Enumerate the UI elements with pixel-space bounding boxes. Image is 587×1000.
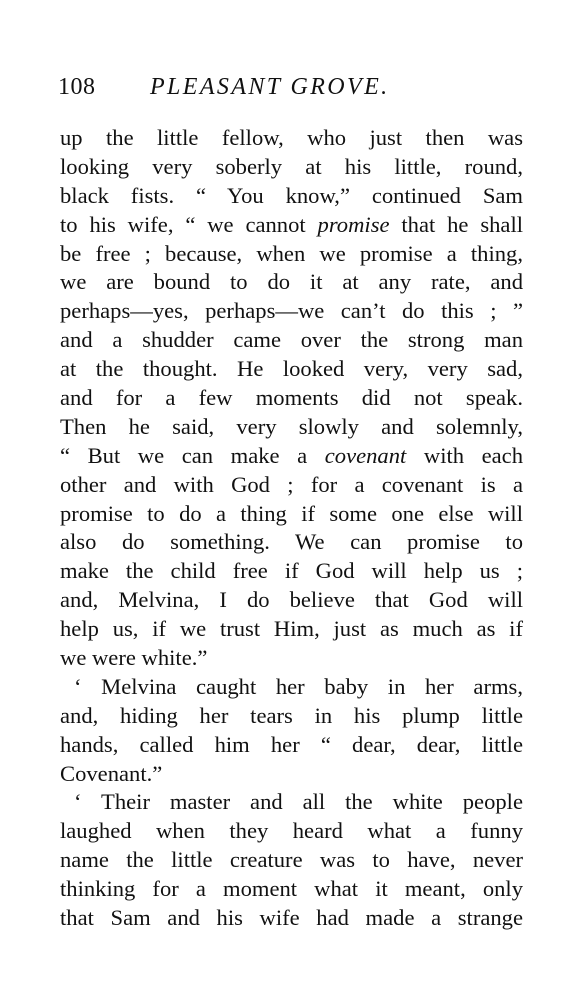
text-line: ‘ Their master and all the white people [74, 789, 523, 815]
text-segment: with each [406, 442, 523, 468]
text-line: name the little creature was to have, never [60, 847, 523, 873]
text-line [60, 211, 523, 240]
text-line: laughed when they heard what a funny [60, 818, 523, 844]
text-line: Covenant.” [60, 760, 163, 786]
text-line: other and with God ; for a covenant is a [60, 471, 523, 497]
text-segment: to his wife, “ we cannot [60, 211, 318, 237]
text-line: black fists. “ You know,” continued Sam [60, 182, 523, 208]
page-header [58, 74, 538, 108]
text-line [60, 442, 523, 471]
text-line: at the thought. He looked very, very sad, [60, 356, 523, 382]
text-line: hands, called him her “ dear, dear, little [60, 731, 523, 757]
text-line: perhaps—yes, perhaps—we can’t do this ; ” [60, 298, 523, 324]
text-line: be free ; because, when we promise a thing, [60, 240, 523, 266]
text-line: thinking for a moment what it meant, only [60, 876, 523, 902]
running-title: PLEASANT GROVE. [150, 74, 390, 100]
text-line: and, hiding her tears in his plump little [60, 702, 523, 728]
italic-emphasis: covenant [324, 442, 407, 468]
text-line: also do something. We can promise to [60, 529, 523, 555]
text-line: help us, if we trust Him, just as much as if [60, 616, 523, 642]
text-line: make the child free if God will help us ; [60, 558, 523, 584]
text-segment: that he shall [389, 211, 523, 237]
text-line: and a shudder came over the strong man [60, 327, 523, 353]
text-line: up the little fellow, who just then was [60, 125, 523, 150]
text-line: promise to do a thing if some one else will [60, 500, 523, 526]
text-line: we are bound to do it at any rate, and [60, 269, 523, 295]
text-line: ‘ Melvina caught her baby in her arms, [74, 673, 523, 699]
text-line: we were white.” [60, 645, 208, 671]
text-line: and for a few moments did not speak. [60, 385, 523, 411]
text-line: that Sam and his wife had made a strange [60, 905, 523, 931]
italic-emphasis: promise [317, 211, 390, 237]
body-text [60, 124, 523, 933]
page-number: 108 [58, 74, 96, 100]
text-line: looking very soberly at his little, round, [60, 153, 523, 179]
text-segment: “ But we can make a [60, 442, 325, 468]
text-line: and, Melvina, I do believe that God will [60, 587, 523, 613]
text-line: Then he said, very slowly and solemnly, [60, 413, 523, 439]
